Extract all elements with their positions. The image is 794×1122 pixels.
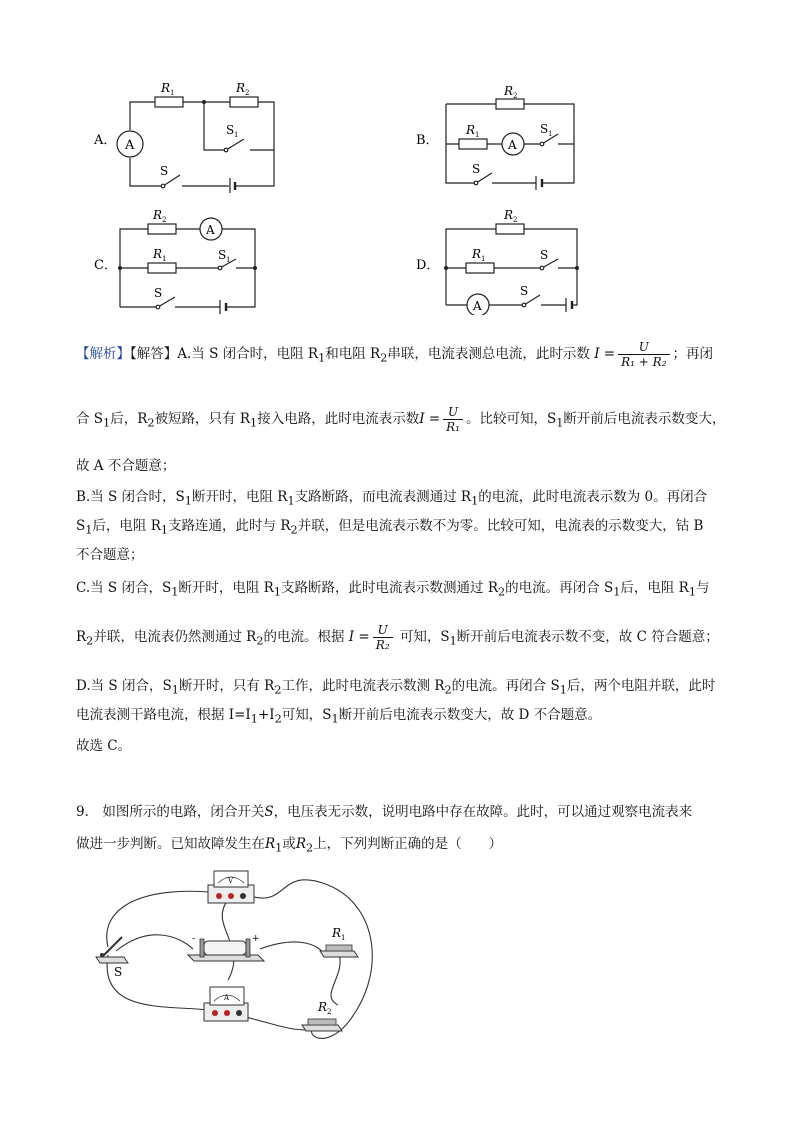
svg-text:S: S — [472, 162, 481, 176]
svg-text:-: - — [192, 934, 196, 944]
wire — [204, 102, 224, 150]
wire — [248, 880, 372, 1039]
svg-text:2: 2 — [513, 92, 518, 100]
svg-text:R: R — [153, 208, 163, 222]
resistor-r2 — [496, 224, 524, 234]
option-d-label: D． — [416, 258, 440, 273]
analysis-line-5: $S_1$后，电阻 $R_1$支路连通，此时与 $R_2$并联，但是电流表示数不为零。比较可知，电流表的示数变大，钴 B — [76, 518, 704, 537]
svg-text:S: S — [160, 164, 169, 178]
figure-9-physical-circuit — [88, 865, 378, 1045]
formula-total-current: $\frac{U}{\text{R₁ + R₂}}$ — [618, 340, 669, 369]
svg-text:R: R — [161, 81, 171, 95]
circuit-option-c — [90, 205, 270, 315]
analysis-line-8: $R_2$并联，电流表仍然测通过 $R_2$的电流。根据 I = $\frac{U}{\text{R₂}}$ 可知，$S_1$断开前后电流表示数不变，故 C 符合题意； — [76, 623, 719, 652]
svg-text:1: 1 — [481, 255, 486, 263]
svg-text:S: S — [114, 965, 123, 979]
circuit-option-b — [412, 80, 587, 192]
question-number: 9． — [76, 804, 99, 820]
resistor-r1 — [155, 97, 183, 107]
svg-text:1: 1 — [226, 256, 231, 264]
analysis-line-1: 【解析】【解答】A.当 S 闭合时，电阻 $R_1$和电阻 $R_2$串联，电流表测总电流，此时示数 I = $\frac{U}{\text{R₁ + R₂}}$ ；再闭 — [76, 340, 713, 369]
svg-text:R: R — [466, 123, 476, 137]
formula-r1-current: $\frac{U}{\text{R₁}}$ — [443, 405, 463, 434]
analysis-line-2: 合 $S_1$后，$R_2$被短路，只有 $R_1$接入电路，此时电流表示数I = $\frac{U}{\text{R₁}}$ 。比较可知，$S_1$断开前后电流表示数变大， — [76, 405, 726, 434]
wire — [116, 934, 196, 951]
voltmeter — [208, 871, 254, 903]
svg-text:2: 2 — [327, 1008, 332, 1016]
ammeter-label: A — [125, 138, 135, 153]
analysis-line-9: D.当 S 闭合，$S_1$断开时，只有 $R_2$工作，此时电流表示数测 $R_2$的电流。再闭合 $S_1$后，两个电阻并联，此时 — [76, 678, 716, 697]
wire — [260, 942, 323, 953]
svg-text:S: S — [154, 286, 163, 300]
resistor-r1 — [466, 263, 494, 273]
resistor-r2 — [496, 99, 524, 109]
svg-text:R: R — [472, 247, 482, 261]
svg-text:+: + — [252, 934, 260, 944]
resistor-r1 — [148, 263, 176, 273]
option-a-label: A． — [94, 133, 117, 148]
svg-text:1: 1 — [170, 89, 175, 97]
svg-text:A: A — [224, 994, 230, 1002]
question-9-line-1: 9． 如图所示的电路，闭合开关S，电压表无示数，说明电路中存在故障。此时，可以通过观察电流表来 — [76, 804, 693, 820]
svg-text:1: 1 — [234, 131, 239, 139]
analysis-line-4: B.当 S 闭合时，$S_1$断开时，电阻 $R_1$支路断路，而电流表测通过 $R_1$的电流，此时电流表示数为 0。再闭合 — [76, 489, 708, 508]
formula-r2-current: $\frac{U}{\text{R₂}}$ — [373, 623, 393, 652]
analysis-conclusion: 故选 C。 — [76, 738, 132, 754]
battery-holder — [188, 934, 264, 961]
svg-text:1: 1 — [162, 255, 167, 263]
svg-text:R: R — [504, 208, 514, 222]
circuit-option-a — [90, 78, 290, 193]
svg-text:1: 1 — [548, 130, 553, 138]
svg-text:S: S — [520, 284, 529, 298]
wire — [222, 900, 234, 980]
analysis-line-6: 不合题意； — [76, 547, 144, 563]
svg-text:S: S — [540, 248, 549, 262]
analysis-line-10: 电流表测干路电流，根据 $I=I_1+I_2$可知，$S_1$断开前后电流表示数变大，故 D 不合题意。 — [76, 707, 602, 726]
svg-text:S: S — [540, 122, 549, 136]
wire — [130, 102, 274, 186]
svg-text:2: 2 — [162, 216, 167, 224]
resistor-r2 — [148, 224, 176, 234]
svg-text:1: 1 — [341, 934, 346, 942]
svg-text:R: R — [153, 247, 163, 261]
svg-text:R: R — [236, 81, 246, 95]
option-c-label: C． — [94, 258, 117, 273]
svg-text:S: S — [218, 248, 227, 262]
analysis-line-7: C.当 S 闭合，$S_1$断开时，电阻 $R_1$支路断路，此时电流表示数测通过 $R_2$的电流。再闭合 $S_1$后，电阻 $R_1$与 — [76, 580, 710, 599]
svg-text:R: R — [318, 1000, 328, 1014]
svg-text:2: 2 — [513, 216, 518, 224]
svg-text:1: 1 — [475, 131, 480, 139]
ammeter-device — [204, 987, 248, 1021]
question-9-line-2: 做进一步判断。已知故障发生在$R_1$或$R_2$上，下列判断正确的是（ ） — [76, 836, 503, 855]
svg-text:2: 2 — [245, 89, 250, 97]
knife-switch — [96, 937, 128, 979]
resistor-r1-device — [320, 926, 358, 957]
svg-text:A: A — [508, 138, 517, 152]
circuit-option-d — [412, 205, 587, 315]
resistor-r2-device — [302, 1000, 342, 1031]
resistor-r1 — [459, 139, 487, 149]
svg-text:A: A — [206, 223, 215, 237]
switch-s1 — [226, 139, 244, 150]
wire — [331, 951, 340, 1005]
svg-text:S: S — [226, 123, 235, 137]
svg-text:R: R — [504, 84, 514, 98]
svg-text:A: A — [473, 299, 482, 313]
analysis-line-3: 故 A 不合题意； — [76, 458, 176, 474]
option-b-label: B． — [416, 133, 439, 148]
svg-text:R: R — [332, 926, 342, 940]
resistor-r2 — [230, 97, 258, 107]
svg-text:V: V — [228, 877, 234, 885]
analysis-tag: 【解析】 — [76, 346, 130, 362]
